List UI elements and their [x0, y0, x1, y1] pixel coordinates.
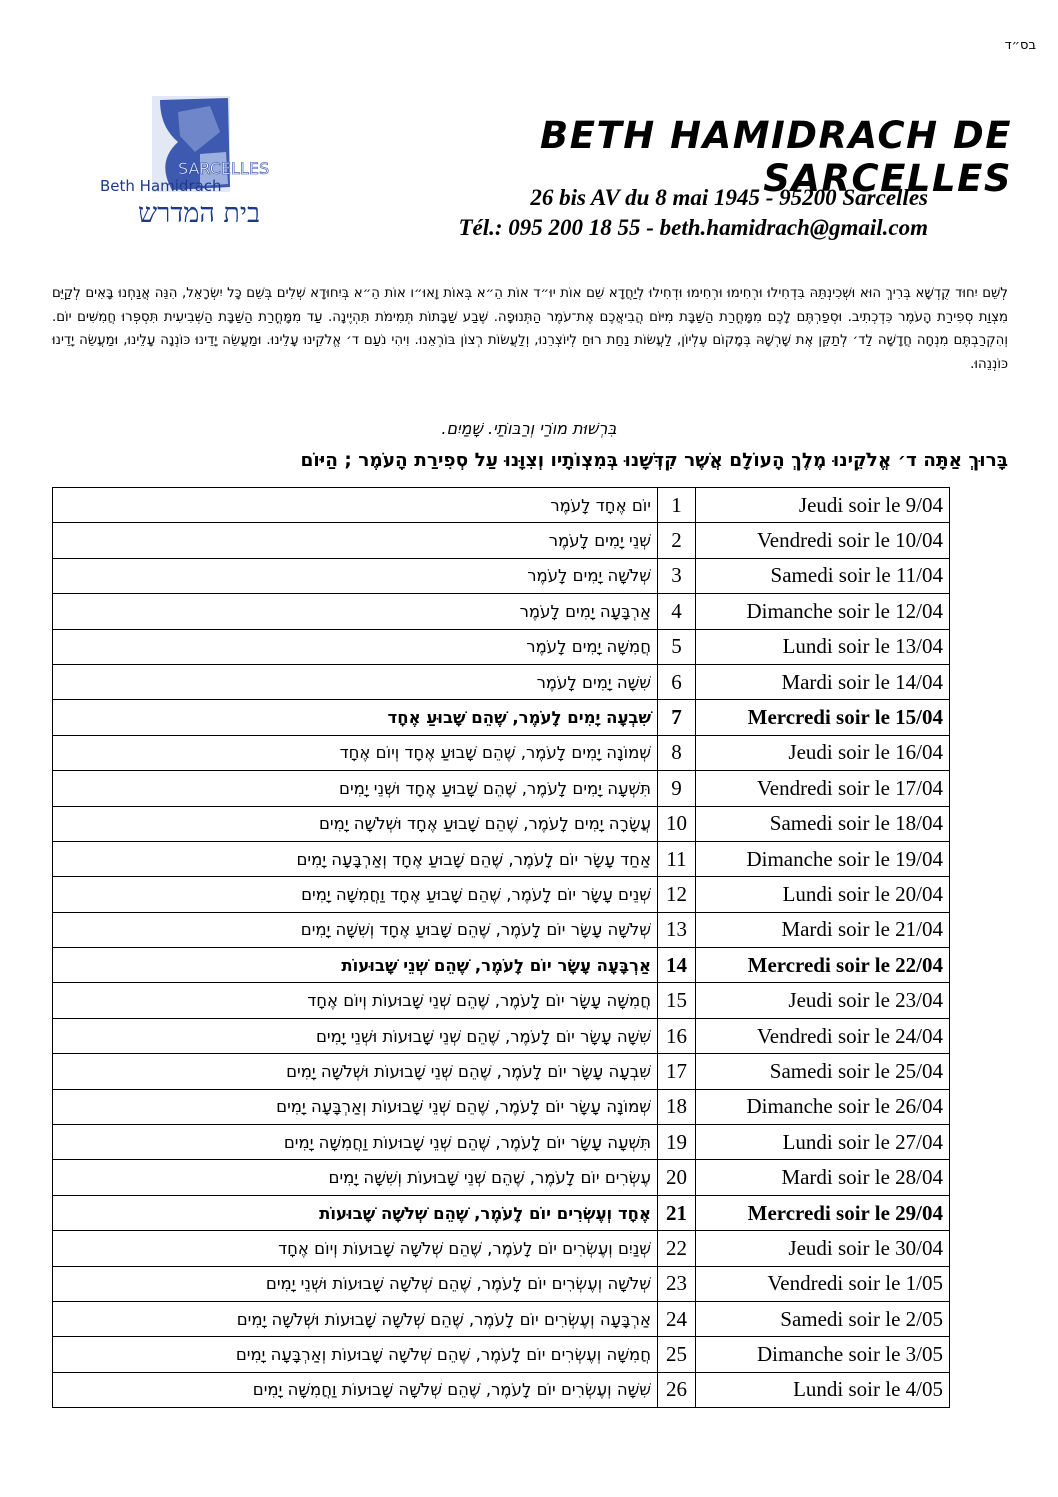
date-cell: Mercredi soir le 29/04: [696, 1195, 950, 1230]
table-row: [53, 1372, 950, 1407]
omer-count-text: חֲמִשָּׁה יָמִים לָעֹמֶר: [53, 629, 658, 664]
day-number: 25: [658, 1337, 696, 1372]
omer-count-text: שְׁלֹשָׁה יָמִים לָעֹמֶר: [53, 558, 658, 593]
omer-count-text: שִׁשָּׁה יָמִים לָעֹמֶר: [53, 664, 658, 699]
omer-count-text: אַרְבָּעָה יָמִים לָעֹמֶר: [53, 594, 658, 629]
table-row: [53, 629, 950, 664]
omer-count-text: עֲשָׂרָה יָמִים לָעֹמֶר, שֶׁהֵם שָׁבוּעַ אֶחָד וּשְׁלֹשָׁה יָמִים: [53, 806, 658, 841]
omer-count-text: שִׁבְעָה יָמִים לָעֹמֶר, שֶׁהֵם שָׁבוּעַ אֶחָד: [53, 700, 658, 735]
omer-count-text: שְׁנַיִם וְעֶשְׂרִים יוֹם לָעֹמֶר, שֶׁהֵם שְׁלֹשָׁה שָׁבוּעוֹת וְיוֹם אֶחָד: [53, 1231, 658, 1266]
omer-count-text: אַחַד עָשָׂר יוֹם לָעֹמֶר, שֶׁהֵם שָׁבוּעַ אֶחָד וְאַרְבָּעָה יָמִים: [53, 841, 658, 876]
day-number: 2: [658, 523, 696, 558]
omer-count-text: תִּשְׁעָה יָמִים לָעֹמֶר, שֶׁהֵם שָׁבוּעַ אֶחָד וּשְׁנֵי יָמִים: [53, 771, 658, 806]
omer-count-text: יוֹם אֶחָד לָעֹמֶר: [53, 488, 658, 523]
table-row: [53, 841, 950, 876]
omer-count-text: אַרְבָּעָה וְעֶשְׂרִים יוֹם לָעֹמֶר, שֶׁהֵם שְׁלֹשָׁה שָׁבוּעוֹת וּשְׁלֹשָׁה יָמִים: [53, 1301, 658, 1336]
date-cell: Samedi soir le 18/04: [696, 806, 950, 841]
date-cell: Mercredi soir le 22/04: [696, 948, 950, 983]
date-cell: Vendredi soir le 1/05: [696, 1266, 950, 1301]
table-row: [53, 1018, 950, 1053]
day-number: 26: [658, 1372, 696, 1407]
table-row: [53, 806, 950, 841]
omer-count-text: עֶשְׂרִים יוֹם לָעֹמֶר, שֶׁהֵם שְׁנֵי שָׁבוּעוֹת וְשִׁשָּׁה יָמִים: [53, 1160, 658, 1195]
day-number: 10: [658, 806, 696, 841]
date-cell: Dimanche soir le 26/04: [696, 1089, 950, 1124]
day-number: 22: [658, 1231, 696, 1266]
date-cell: Samedi soir le 11/04: [696, 558, 950, 593]
omer-count-text: שְׁמוֹנָה יָמִים לָעֹמֶר, שֶׁהֵם שָׁבוּעַ אֶחָד וְיוֹם אֶחָד: [53, 735, 658, 770]
day-number: 15: [658, 983, 696, 1018]
omer-count-text: שְׁלֹשָׁה עָשָׂר יוֹם לָעֹמֶר, שֶׁהֵם שָׁבוּעַ אֶחָד וְשִׁשָּׁה יָמִים: [53, 912, 658, 947]
date-cell: Jeudi soir le 9/04: [696, 488, 950, 523]
day-number: 8: [658, 735, 696, 770]
day-number: 17: [658, 1054, 696, 1089]
table-row: [53, 1266, 950, 1301]
day-number: 23: [658, 1266, 696, 1301]
day-number: 5: [658, 629, 696, 664]
omer-count-text: שְׁנֵי יָמִים לָעֹמֶר: [53, 523, 658, 558]
omer-count-text: שְׁנֵים עָשָׂר יוֹם לָעֹמֶר, שֶׁהֵם שָׁבוּעַ אֶחָד וַחֲמִשָּׁה יָמִים: [53, 877, 658, 912]
date-cell: Lundi soir le 27/04: [696, 1125, 950, 1160]
date-cell: Vendredi soir le 24/04: [696, 1018, 950, 1053]
omer-count-text: שְׁמוֹנָה עָשָׂר יוֹם לָעֹמֶר, שֶׁהֵם שְׁנֵי שָׁבוּעוֹת וְאַרְבָּעָה יָמִים: [53, 1089, 658, 1124]
table-row: [53, 735, 950, 770]
day-number: 16: [658, 1018, 696, 1053]
omer-count-text: אֶחָד וְעֶשְׂרִים יוֹם לָעֹמֶר, שֶׁהֵם שְׁלֹשָׁה שָׁבוּעוֹת: [53, 1195, 658, 1230]
date-cell: Mardi soir le 21/04: [696, 912, 950, 947]
day-number: 7: [658, 700, 696, 735]
table-row: [53, 700, 950, 735]
day-number: 20: [658, 1160, 696, 1195]
table-row: [53, 523, 950, 558]
omer-count-text: חֲמִשָּׁה וְעֶשְׂרִים יוֹם לָעֹמֶר, שֶׁהֵם שְׁלֹשָׁה שָׁבוּעוֹת וְאַרְבָּעָה יָמִים: [53, 1337, 658, 1372]
date-cell: Dimanche soir le 3/05: [696, 1337, 950, 1372]
omer-count-text: חֲמִשָּׁה עָשָׂר יוֹם לָעֹמֶר, שֶׁהֵם שְׁנֵי שָׁבוּעוֹת וְיוֹם אֶחָד: [53, 983, 658, 1018]
address-line: 26 bis AV du 8 mai 1945 - 95200 Sarcelles: [530, 185, 928, 210]
date-cell: Jeudi soir le 16/04: [696, 735, 950, 770]
date-cell: Jeudi soir le 23/04: [696, 983, 950, 1018]
date-cell: Mardi soir le 14/04: [696, 664, 950, 699]
table-row: [53, 771, 950, 806]
day-number: 14: [658, 948, 696, 983]
day-number: 3: [658, 558, 696, 593]
omer-table-body: [53, 488, 950, 1408]
day-number: 13: [658, 912, 696, 947]
date-cell: Dimanche soir le 19/04: [696, 841, 950, 876]
date-cell: Mercredi soir le 15/04: [696, 700, 950, 735]
date-cell: Vendredi soir le 10/04: [696, 523, 950, 558]
table-row: [53, 912, 950, 947]
table-row: [53, 488, 950, 523]
date-cell: Jeudi soir le 30/04: [696, 1231, 950, 1266]
omer-count-text: אַרְבָּעָה עָשָׂר יוֹם לָעֹמֶר, שֶׁהֵם שְׁנֵי שָׁבוּעוֹת: [53, 948, 658, 983]
table-row: [53, 1089, 950, 1124]
date-cell: Lundi soir le 20/04: [696, 877, 950, 912]
table-row: [53, 664, 950, 699]
address-block: [300, 183, 928, 243]
date-cell: Mardi soir le 28/04: [696, 1160, 950, 1195]
table-row: [53, 1160, 950, 1195]
date-cell: Lundi soir le 4/05: [696, 1372, 950, 1407]
table-row: [53, 948, 950, 983]
day-number: 18: [658, 1089, 696, 1124]
day-number: 19: [658, 1125, 696, 1160]
permission-line: בִּרְשׁוּת מוֹרַי וְרַבּוֹתַי. שָׁמַיִם.: [441, 419, 617, 438]
intro-prayer: לְשֵׁם יִחוּד קֻדְשָׁא בְּרִיךְ הוּא וּשְׁכִינְתֵּהּ בִּדְחִילוּ וּרְחִימוּ וּרְחִימוּ וּדְחִילוּ לְיַחֲדָא שֵׁם אוֹת יוּ״ד אוֹת הֵ״א בְּאוֹת וָאוּ״ו אוֹת הֵ״א בְּיִחוּדָא שְׁלִים בְּשֵׁם כָּל יִשְׂרָאֵל, הִנֵּה אֲנַחְנוּ בָּאִים לְקַיֵּם מִצְוַת סְפִירַת הָעֹמֶר כִּדְכְתִיב. וּסְפַרְתֶּם לָכֶם מִמָּחֳרַת הַשַּׁבָּת מִיּוֹם הֲבִיאֲכֶם אֶת־עֹמֶר הַתְּנוּפָה. שֶׁבַע שַׁבָּתוֹת תְּמִימֹת תִּהְיֶינָה. עַד מִמָּחֳרַת הַשַּׁבָּת הַשְּׁבִיעִית תִּסְפְּרוּ חֲמִשִּׁים יוֹם. וְהִקְרַבְתֶּם מִנְחָה חֲדָשָׁה לַד׳ לְתַקֵּן אֶת שָׁרְשָׁהּ בְּמָקוֹם עֶלְיוֹן, לַעֲשׂוֹת נַחַת רוּחַ לְיוֹצְרֵנוּ, וְלַעֲשׂוֹת רְצוֹן בּוֹרְאֵנוּ. וִיהִי נֹעַם ד׳ אֱלֹקֵינוּ עָלֵינוּ. וּמַעֲשֵׂה יָדֵינוּ כּוֹנְנָה עָלֵינוּ, וּמַעֲשֵׂה יָדֵינוּ כּוֹנְנֵהוּ.: [52, 286, 1008, 372]
omer-count-text: שִׁשָּׁה עָשָׂר יוֹם לָעֹמֶר, שֶׁהֵם שְׁנֵי שָׁבוּעוֹת וּשְׁנֵי יָמִים: [53, 1018, 658, 1053]
beth-hamidrach-logo: [60, 92, 300, 242]
day-number: 11: [658, 841, 696, 876]
omer-count-text: שְׁלֹשָׁה וְעֶשְׂרִים יוֹם לָעֹמֶר, שֶׁהֵם שְׁלֹשָׁה שָׁבוּעוֹת וּשְׁנֵי יָמִים: [53, 1266, 658, 1301]
page-title: BETH HAMIDRACH DE SARCELLES: [540, 114, 1012, 200]
date-cell: Vendredi soir le 17/04: [696, 771, 950, 806]
date-cell: Lundi soir le 13/04: [696, 629, 950, 664]
omer-count-table: [52, 487, 950, 1408]
table-row: [53, 1125, 950, 1160]
blessing-line: בָּרוּךְ אַתָּה ד׳ אֱלֹקֵינוּ מֶלֶךְ הָעוֹלָם אֲשֶׁר קִדְּשָׁנוּ בְּמִצְוֹתָיו וְצִוָּנוּ עַל סְפִירַת הָעֹמֶר ; הַיּוֹם: [300, 450, 1008, 471]
logo-top-text: SARCELLES: [178, 159, 270, 178]
table-row: [53, 1054, 950, 1089]
table-row: [53, 1231, 950, 1266]
omer-count-text: שִׁשָּׁה וְעֶשְׂרִים יוֹם לָעֹמֶר, שֶׁהֵם שְׁלֹשָׁה שָׁבוּעוֹת וַחֲמִשָּׁה יָמִים: [53, 1372, 658, 1407]
day-number: 21: [658, 1195, 696, 1230]
table-row: [53, 1195, 950, 1230]
bsd-mark: בס״ד: [1004, 38, 1036, 53]
table-row: [53, 983, 950, 1018]
day-number: 24: [658, 1301, 696, 1336]
omer-count-text: תִּשְׁעָה עָשָׂר יוֹם לָעֹמֶר, שֶׁהֵם שְׁנֵי שָׁבוּעוֹת וַחֲמִשָּׁה יָמִים: [53, 1125, 658, 1160]
contact-line: Tél.: 095 200 18 55 - beth.hamidrach@gmail.com: [458, 215, 928, 240]
day-number: 4: [658, 594, 696, 629]
day-number: 6: [658, 664, 696, 699]
table-row: [53, 877, 950, 912]
logo-name: Beth Hamidrach: [100, 177, 222, 195]
day-number: 12: [658, 877, 696, 912]
date-cell: Samedi soir le 25/04: [696, 1054, 950, 1089]
omer-count-text: שִׁבְעָה עָשָׂר יוֹם לָעֹמֶר, שֶׁהֵם שְׁנֵי שָׁבוּעוֹת וּשְׁלֹשָׁה יָמִים: [53, 1054, 658, 1089]
date-cell: Samedi soir le 2/05: [696, 1301, 950, 1336]
table-row: [53, 1337, 950, 1372]
date-cell: Dimanche soir le 12/04: [696, 594, 950, 629]
table-row: [53, 594, 950, 629]
logo-hebrew: בית המדרש: [137, 198, 260, 229]
table-row: [53, 1301, 950, 1336]
day-number: 1: [658, 488, 696, 523]
table-row: [53, 558, 950, 593]
day-number: 9: [658, 771, 696, 806]
